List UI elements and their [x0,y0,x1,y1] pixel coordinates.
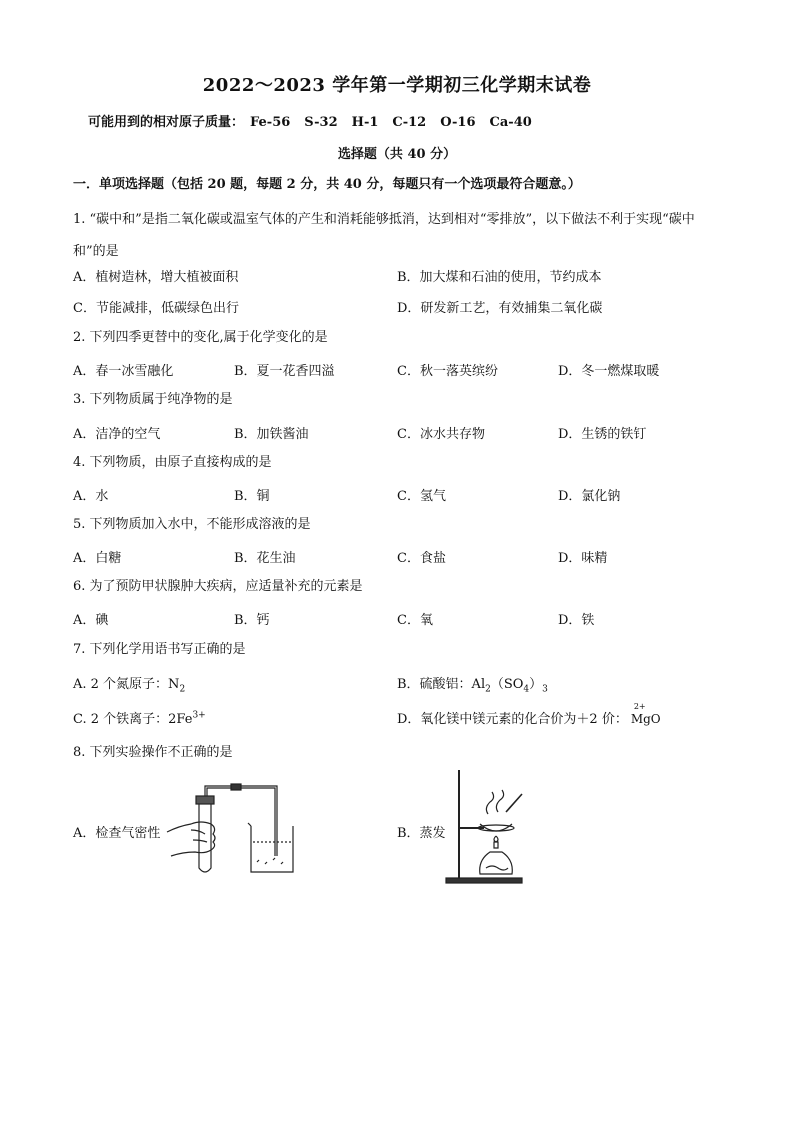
question-6-stem: 6. 为了预防甲状腺肿大疾病，应适量补充的元素是 [73,579,363,594]
q5-option-c: C．食盐 [397,551,446,566]
question-2-stem: 2. 下列四季更替中的变化,属于化学变化的是 [73,330,328,345]
q3-option-d: D．生锈的铁钉 [558,427,647,442]
q7-option-c: C. 2 个铁离子：$2Fe^{3+}$ [73,710,206,727]
atomic-mass-label: 可能用到的相对原子质量： [88,115,245,130]
q3-option-b: B．加铁酱油 [234,427,309,442]
evaporation-figure [440,768,540,888]
atomic-mass-ca: Ca-40 [489,115,532,130]
section-heading: 一．单项选择题（包括 20 题，每题 2 分，共 40 分，每题只有一个选项最符合题意。） [73,177,581,192]
q8-option-b: B．蒸发 [397,826,446,841]
q2-option-c: C．秋一落英缤纷 [397,364,498,379]
q7-option-d: D．氧化镁中镁元素的化合价为＋2 价： 2+ MgO [397,702,661,727]
atomic-mass-o: O-16 [440,115,476,130]
q1-option-a: A．植树造林，增大植被面积 [73,270,239,285]
q6-option-c: C．氧 [397,613,433,628]
mgo-valence: 2+ [633,702,646,711]
airtightness-check-figure [165,780,300,880]
q4-option-c: C．氢气 [397,489,446,504]
mgo-formula: MgO [630,712,661,726]
q2-option-a: A．春一冰雪融化 [73,364,174,379]
q5-option-a: A．白糖 [73,551,122,566]
q8-option-a: A．检查气密性 [73,826,161,841]
question-4-stem: 4. 下列物质，由原子直接构成的是 [73,455,272,470]
q4-option-d: D．氯化钠 [558,489,621,504]
part-title: 选择题（共 40 分） [337,147,457,162]
q1-option-b: B．加大煤和石油的使用，节约成本 [397,270,602,285]
atomic-mass-h: H-1 [351,115,379,130]
q1-option-c: C．节能减排，低碳绿色出行 [73,301,239,316]
question-3-stem: 3. 下列物质属于纯净物的是 [73,392,233,407]
atomic-mass-line [88,111,546,130]
question-8-stem: 8. 下列实验操作不正确的是 [73,745,233,760]
question-1-stem: 1. “碳中和”是指二氧化碳或温室气体的产生和消耗能够抵消，达到相对“零排放”，以下做法不利于实现“碳中和”的是 [73,212,695,259]
q3-option-a: A．洁净的空气 [73,427,161,442]
q7-option-a: A. 2 个氮原子：$N_2$ [73,677,186,695]
atomic-mass-s: S-32 [304,115,338,130]
q6-option-a: A．碘 [73,613,109,628]
q2-option-b: B．夏一花香四溢 [234,364,335,379]
q1-option-d: D．研发新工艺，有效捕集二氧化碳 [397,301,603,316]
q7-option-b: B．硫酸铝：$Al_2(SO_4)_3$ [397,677,548,695]
q5-option-d: D．味精 [558,551,608,566]
page-title: 2022～2023 学年第一学期初三化学期末试卷 [202,75,592,96]
atomic-mass-fe: Fe-56 [250,115,291,130]
question-7-stem: 7. 下列化学用语书写正确的是 [73,642,246,657]
q5-option-b: B．花生油 [234,551,296,566]
q4-option-b: B．铜 [234,489,270,504]
question-5-stem: 5. 下列物质加入水中，不能形成溶液的是 [73,517,311,532]
atomic-mass-c: C-12 [392,115,427,130]
q3-option-c: C．冰水共存物 [397,427,485,442]
q6-option-d: D．铁 [558,613,595,628]
q4-option-a: A．水 [73,489,109,504]
q6-option-b: B．钙 [234,613,270,628]
q2-option-d: D．冬一燃煤取暖 [558,364,660,379]
